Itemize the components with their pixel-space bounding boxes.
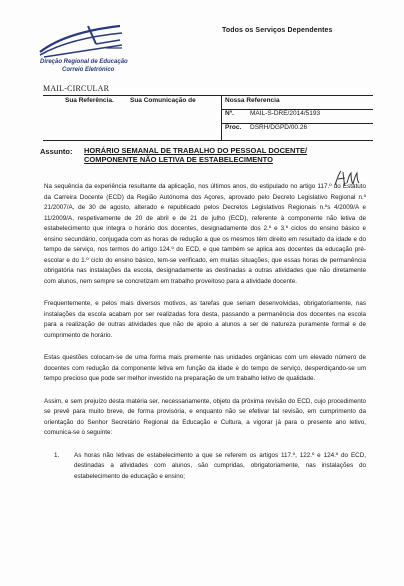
logo-mark-icon <box>36 22 124 62</box>
paragraph-2: Frequentemente, e pelos mais diversos motivos, as tarefas que seriam desenvolvidas, obrigatoriamente, nas instalações da escola acabam por ser realizadas fora desta, passando a permanência dos docentes na escola para a realização de outras atividades que não de apoio a alunos a ser de natureza puramente formal e de cumprimento de horário. <box>44 300 366 339</box>
document-title: MAIL-CIRCULAR <box>43 84 110 93</box>
paragraph-4: Assim, e sem prejuízo desta matéria ser, necessariamente, objeto da próxima revisão do ECD, cujo procedimento se prevê para muito breve, de forma provisória, e enquanto não se efetivar tal revisão, em cumprimento da orientação do Senhor Secretário Regional da Educação e Cultura, a vigorar já para o presente ano letivo, comunica-se o seguinte: <box>44 397 366 436</box>
body-text <box>44 182 366 482</box>
table-row-divider-2 <box>221 123 373 124</box>
our-reference-label: Nossa Referencia <box>225 97 280 104</box>
number-value: MAIL-S-DRE/2014/5193 <box>250 110 321 117</box>
paragraph-1: Na sequência da experiência resultante da aplicação, nos últimos anos, do estipulado no artigo 117.º do Estatuto da Carreira Docente (ECD) da Região Autónoma dos Açores, aprovado pelo Decreto Legislativo Regional n.º 21/2007/A, de 30 de agosto, alterado e republicado pelos Decretos Legislativos Regionais n.ºs 4/2009/A e 11/2009/A, respetivamente de 20 de abril e de 21 de julho (ECD), referente à componente não letiva de estabelecimento que integra o horário dos docentes, designadamente dos 2.º e 3.º ciclos do ensino básico e ensino secundário, conjugada com as horas de redução a que os mesmos têm direito em resultado da idade e do tempo de serviço, nos termos do artigo 124.º do ECD, e que também se aplica aos docentes da educação pré-escolar e do 1.º ciclo do ensino básico, tem-se verificado, em muitas situações, que essas horas de permanência obrigatória nas instalações da escola, designadamente as destinadas a outras atividades que não diretamente com alunos, nem sempre se concretizam em trabalho proveitoso para a atividade docente. <box>44 183 366 285</box>
subject-label: Assunto: <box>40 147 73 156</box>
recipients-label: Todos os Serviços Dependentes <box>222 27 333 34</box>
process-value: DSRH/DGPD/00.26 <box>250 124 308 131</box>
logo <box>36 22 128 82</box>
list-item-number: 1. <box>54 451 60 459</box>
paragraph-3: Estas questões colocam-se de uma forma mais premente nas unidades orgânicas com um elevado número de docentes com redução da componente letiva em função da idade e do tempo de serviço, desperdiçando-se um tempo precioso que pode ser melhor investido na preparação de um trabalho letivo de qualidade. <box>44 354 366 382</box>
list-item <box>44 451 366 483</box>
number-label: Nº. <box>225 110 234 117</box>
divider-bottom <box>43 140 373 141</box>
table-divider <box>221 96 222 140</box>
table-row-divider-1 <box>221 109 373 110</box>
reference-table <box>43 96 373 140</box>
logo-text-directorate: Direção Regional de Educação <box>40 59 128 65</box>
your-reference-label: Sua Referência. <box>65 97 114 104</box>
your-communication-label: Sua Comunicação de <box>130 97 196 104</box>
list-item-text: As horas não letivas de estabelecimento a que se referem os artigos 117.º, 122.º e 124.º do ECD, destinadas a atividades com alunos, são cumpridas, obrigatoriamente, nas instalações do estabelecimento de educação e ensino; <box>74 451 366 480</box>
logo-text-email: Correio Eletrónico <box>62 67 115 73</box>
process-label: Proc. <box>225 124 242 131</box>
subject-text: HORÁRIO SEMANAL DE TRABALHO DO PESSOAL DOCENTE/ COMPONENTE NÃO LETIVA DE ESTABELECIMENTO <box>84 146 308 164</box>
